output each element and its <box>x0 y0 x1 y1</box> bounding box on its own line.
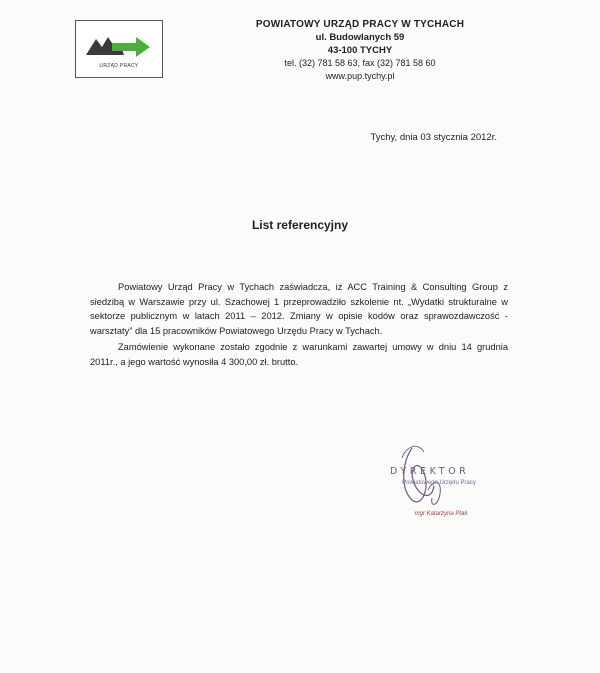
org-phone: tel. (32) 781 58 63, fax (32) 781 58 60 <box>284 58 436 68</box>
signature-title: DYREKTOR <box>390 466 470 477</box>
logo <box>75 20 163 78</box>
signature-name: mgr Katarzyna Ptak <box>414 511 468 517</box>
logo-caption: URZĄD PRACY <box>99 63 139 69</box>
letter-date: Tychy, dnia 03 stycznia 2012r. <box>370 132 497 143</box>
signature-office: Powiatowego Urzędu Pracy <box>402 480 476 486</box>
org-street: ul. Budowlanych 59 <box>315 32 405 43</box>
letterhead <box>230 18 490 83</box>
org-city: 43-100 TYCHY <box>327 45 393 56</box>
letter-body <box>90 280 508 370</box>
body-paragraph-2: Zamówienie wykonane zostało zgodnie z warunkami zawartej umowy w dniu 14 grudnia 2011r., a jego wartość wynosiła 4 300,00 zł. brutto. <box>90 342 508 367</box>
org-website: www.pup.tychy.pl <box>325 71 395 81</box>
body-paragraph-1: Powiatowy Urząd Pracy w Tychach zaświadcza, iż ACC Training & Consulting Group z siedzibą w Warszawie przy ul. Szachowej 1 przeprowadziło szkolenie nt. „Wydatki strukturalne w sektorze publicznym w latach 2011 – 2012. Zmiany w opisie kodów oraz sprawozdawczość - warsztaty” dla 15 pracowników Powiatowego Urzędu Pracy w Tychach. <box>90 282 508 336</box>
org-name: POWIATOWY URZĄD PRACY W TYCHACH <box>255 19 465 30</box>
letter-title: List referencyjny <box>251 218 349 232</box>
logo-mountains-arrow-icon <box>84 29 154 61</box>
signature-stamp <box>372 428 512 528</box>
